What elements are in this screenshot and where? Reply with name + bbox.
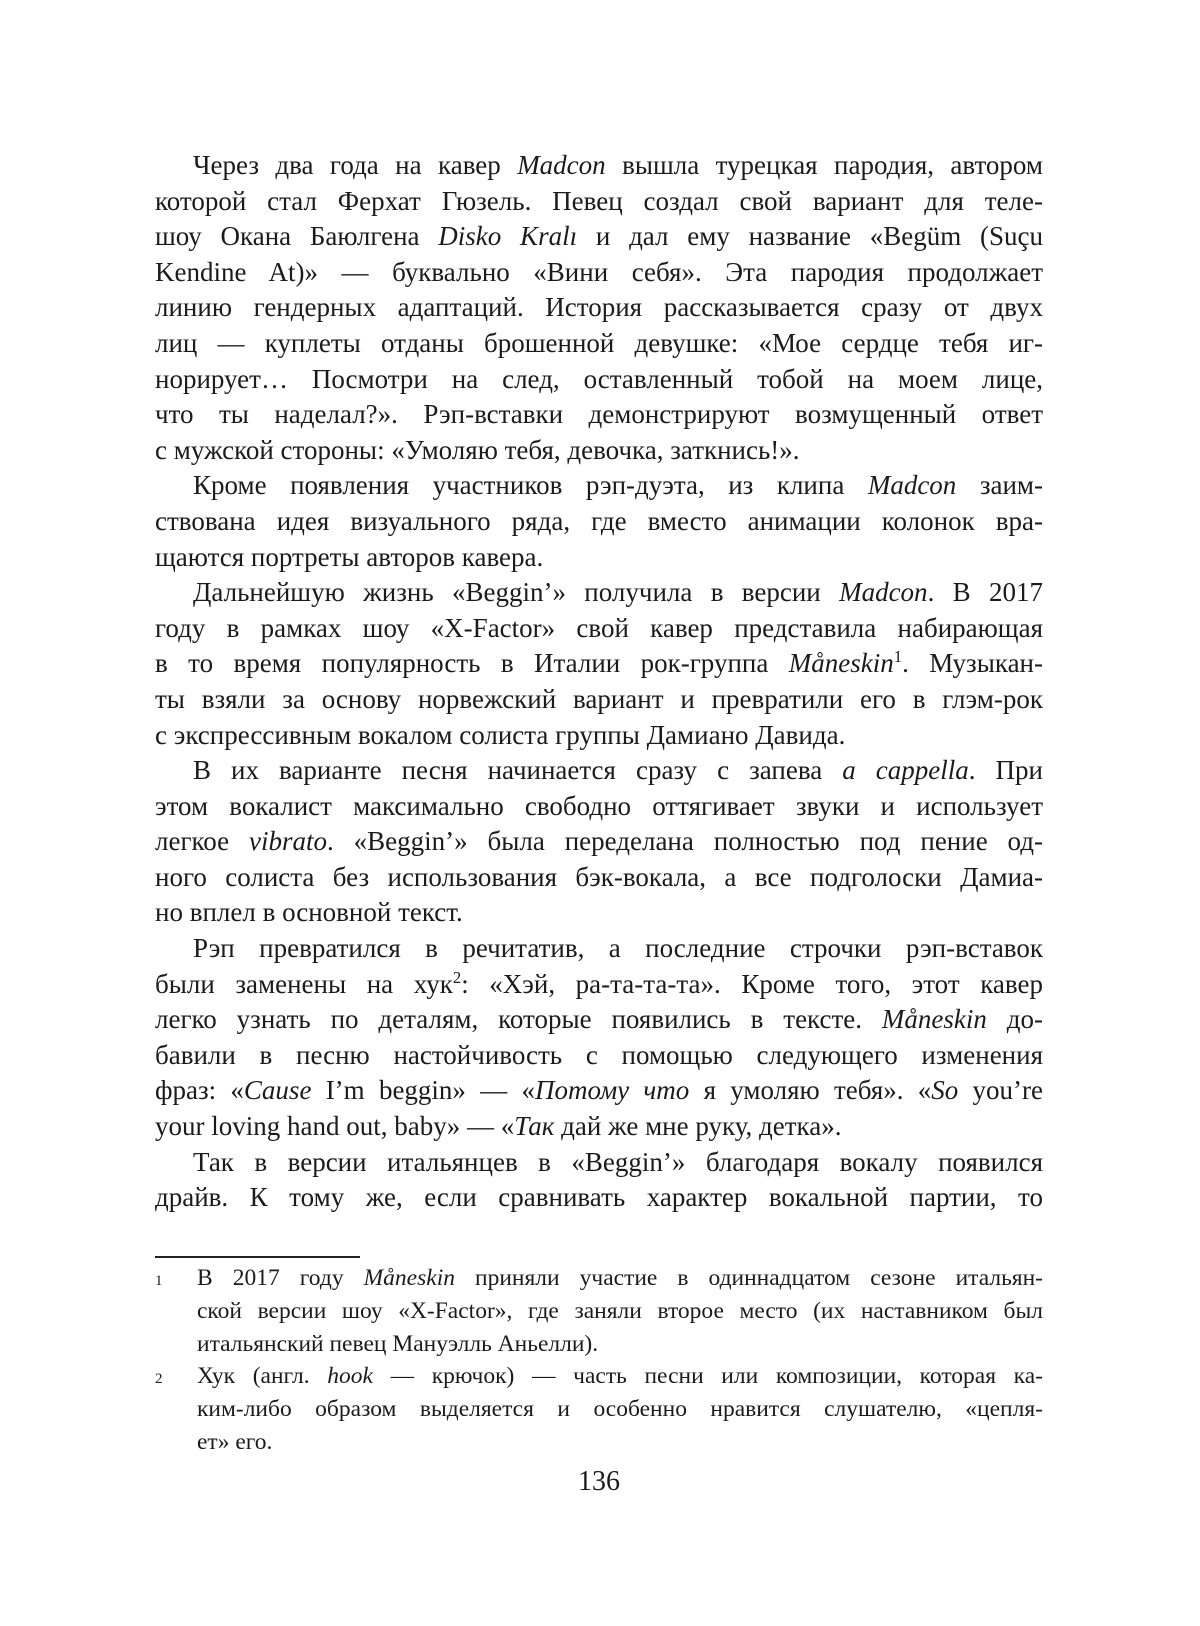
text-run: итальянский певец Мануэлль Аньелли). (197, 1330, 599, 1357)
text-run: году в рамках шоу «X-Factor» свой кавер представила набирающая (155, 612, 1043, 643)
paragraph (155, 1145, 1043, 1216)
text-run: ствована идея визуального ряда, где вместо анимации колонок вра- (155, 505, 1043, 536)
italic-text: Так (514, 1111, 555, 1142)
text-run: ты взяли за основу норвежский вариант и превратили его в глэм-рок (155, 683, 1043, 714)
text-line (155, 967, 1043, 1003)
paragraph (155, 575, 1043, 753)
text-run: я умоляю тебя». « (689, 1075, 932, 1106)
text-run: . «Beggin’» была переделана полностью под пение од- (326, 826, 1044, 857)
text-line (197, 1295, 1043, 1328)
text-run: вышла турецкая пародия, автором (605, 150, 1043, 180)
text-line (155, 1109, 1043, 1145)
text-line (155, 611, 1043, 647)
text-run: и дал ему название «Begüm (Suçu (577, 221, 1043, 252)
italic-text: a cappella (842, 755, 969, 786)
text-run: были заменены на хук (155, 968, 453, 999)
text-line (155, 468, 1043, 504)
text-run: ким-либо образом выделяется и особенно нравится слушателю, «цепля- (197, 1396, 1043, 1423)
italic-text: Disko Kralı (438, 221, 578, 252)
text-run: Хук (англ. (197, 1363, 328, 1390)
text-run: которой стал Ферхат Гюзель. Певец создал свой вариант для теле- (155, 185, 1043, 216)
italic-text: Måneskin (881, 1004, 987, 1035)
text-line (197, 1328, 1043, 1361)
italic-text: Потому что (534, 1075, 690, 1106)
text-run: ет» его. (197, 1428, 273, 1455)
footnote-reference: 2 (452, 967, 462, 987)
text-line (197, 1262, 1043, 1295)
text-run: этом вокалист максимально свободно оттягивает звуки и использует (155, 790, 1043, 821)
text-line (155, 219, 1043, 255)
text-run: щаются портреты авторов кавера. (155, 541, 544, 572)
text-line (155, 718, 1043, 754)
paragraph (155, 931, 1043, 1145)
footnote-text (197, 1262, 1043, 1360)
text-line (155, 931, 1043, 967)
page-number: 136 (578, 1466, 620, 1497)
text-line (155, 255, 1043, 291)
text-run: Через два года на кавер (193, 150, 518, 180)
main-text (155, 148, 1043, 1216)
italic-text: So (931, 1075, 959, 1106)
paragraph (155, 148, 1043, 468)
text-run: до- (986, 1004, 1043, 1035)
italic-text: Madcon (867, 470, 957, 501)
text-run: заим- (956, 470, 1043, 501)
text-run: бавили в песню настойчивость с помощью следующего изменения (155, 1039, 1043, 1070)
footnote-marker: 1 (155, 1273, 163, 1289)
text-run: норирует… Посмотри на след, оставленный тобой на моем лице, (155, 363, 1043, 394)
text-run: Так в версии итальянцев в «Beggin’» благодаря вокалу появился (193, 1146, 1043, 1177)
text-line (155, 148, 1043, 184)
text-run: : «Хэй, ра-та-та-та». Кроме того, этот кавер (461, 968, 1043, 999)
italic-text: Måneskin (363, 1265, 455, 1291)
text-line (197, 1393, 1043, 1426)
footnote-marker: 2 (155, 1371, 163, 1388)
footnotes (155, 1262, 1043, 1459)
text-run: Кроме появления участников рэп-дуэта, из клипа (193, 470, 868, 501)
text-run: your loving hand out, baby» — « (155, 1111, 515, 1142)
text-run: с экспрессивным вокалом солиста группы Дамиано Давида. (155, 719, 846, 750)
text-line (155, 1038, 1043, 1074)
text-run: в то время популярность в Италии рок-группа (155, 648, 789, 679)
text-line (155, 753, 1043, 789)
text-line (155, 895, 1043, 931)
text-run: В их варианте песня начинается сразу с запева (193, 755, 843, 786)
text-run: . При (968, 755, 1043, 786)
italic-text: Madcon (839, 577, 928, 608)
text-line (155, 184, 1043, 220)
text-line (155, 326, 1043, 362)
text-line (155, 397, 1043, 433)
text-line (155, 1002, 1043, 1038)
text-run: I’m beggin» — « (311, 1075, 535, 1106)
text-run: you’re (958, 1075, 1044, 1106)
text-line (155, 362, 1043, 398)
text-run: дай же мне руку, детка». (554, 1111, 842, 1142)
italic-text: vibrato (248, 826, 327, 857)
paragraph (155, 468, 1043, 575)
footnote (155, 1360, 1043, 1458)
footnote-text (197, 1360, 1043, 1458)
text-run: шоу Окана Баюлгена (155, 221, 439, 252)
italic-text: Måneskin (788, 648, 894, 679)
text-line (197, 1426, 1043, 1459)
text-line (155, 1180, 1043, 1216)
text-run: ской версии шоу «X-Factor», где заняли второе место (их наставником был (197, 1297, 1043, 1324)
text-line (155, 1073, 1043, 1109)
text-run: легкое (155, 826, 249, 857)
text-run: легко узнать по деталям, которые появились в тексте. (155, 1004, 882, 1035)
text-run: — крючок) — часть песни или композиции, которая ка- (372, 1363, 1043, 1390)
text-line (197, 1360, 1043, 1393)
text-run: Дальнейшую жизнь «Beggin’» получила в версии (193, 577, 840, 608)
italic-text: hook (327, 1363, 373, 1390)
text-run: линию гендерных адаптаций. История рассказывается сразу от двух (155, 292, 1043, 323)
footnote-reference: 1 (893, 647, 903, 667)
text-run: фраз: « (155, 1075, 244, 1106)
text-run: приняли участие в одиннадцатом сезоне итальян- (454, 1265, 1043, 1291)
italic-text: Cause (243, 1075, 312, 1106)
text-run: Рэп превратился в речитатив, а последние строчки рэп-вставок (193, 933, 1043, 964)
text-line (155, 824, 1043, 860)
text-run: Kendine At)» — буквально «Вини себя». Эта пародия продолжает (155, 256, 1043, 287)
text-run: ного солиста без использования бэк-вокала, а все подголоски Дамиа- (155, 861, 1043, 892)
text-run: но вплел в основной текст. (155, 897, 463, 928)
text-line (155, 540, 1043, 576)
text-line (155, 504, 1043, 540)
footnote-separator (155, 1256, 360, 1258)
text-line (155, 682, 1043, 718)
text-run: В 2017 году (197, 1265, 364, 1291)
text-line (155, 290, 1043, 326)
text-line (155, 646, 1043, 682)
italic-text: Madcon (517, 150, 606, 180)
text-line (155, 860, 1043, 896)
text-run: что ты наделал?». Рэп-вставки демонстрируют возмущенный ответ (155, 399, 1043, 430)
text-line (155, 433, 1043, 469)
text-run: драйв. К тому же, если сравнивать характер вокальной партии, то (155, 1182, 1043, 1213)
text-run: лиц — куплеты отданы брошенной девушке: «Мое сердце тебя иг- (155, 327, 1043, 358)
footnote (155, 1262, 1043, 1360)
paragraph (155, 753, 1043, 931)
text-run: . В 2017 (927, 577, 1043, 608)
text-line (155, 789, 1043, 825)
text-line (155, 1145, 1043, 1181)
text-run: . Музыкан- (902, 648, 1044, 679)
text-line (155, 575, 1043, 611)
text-run: с мужской стороны: «Умоляю тебя, девочка, заткнись!». (155, 434, 800, 465)
